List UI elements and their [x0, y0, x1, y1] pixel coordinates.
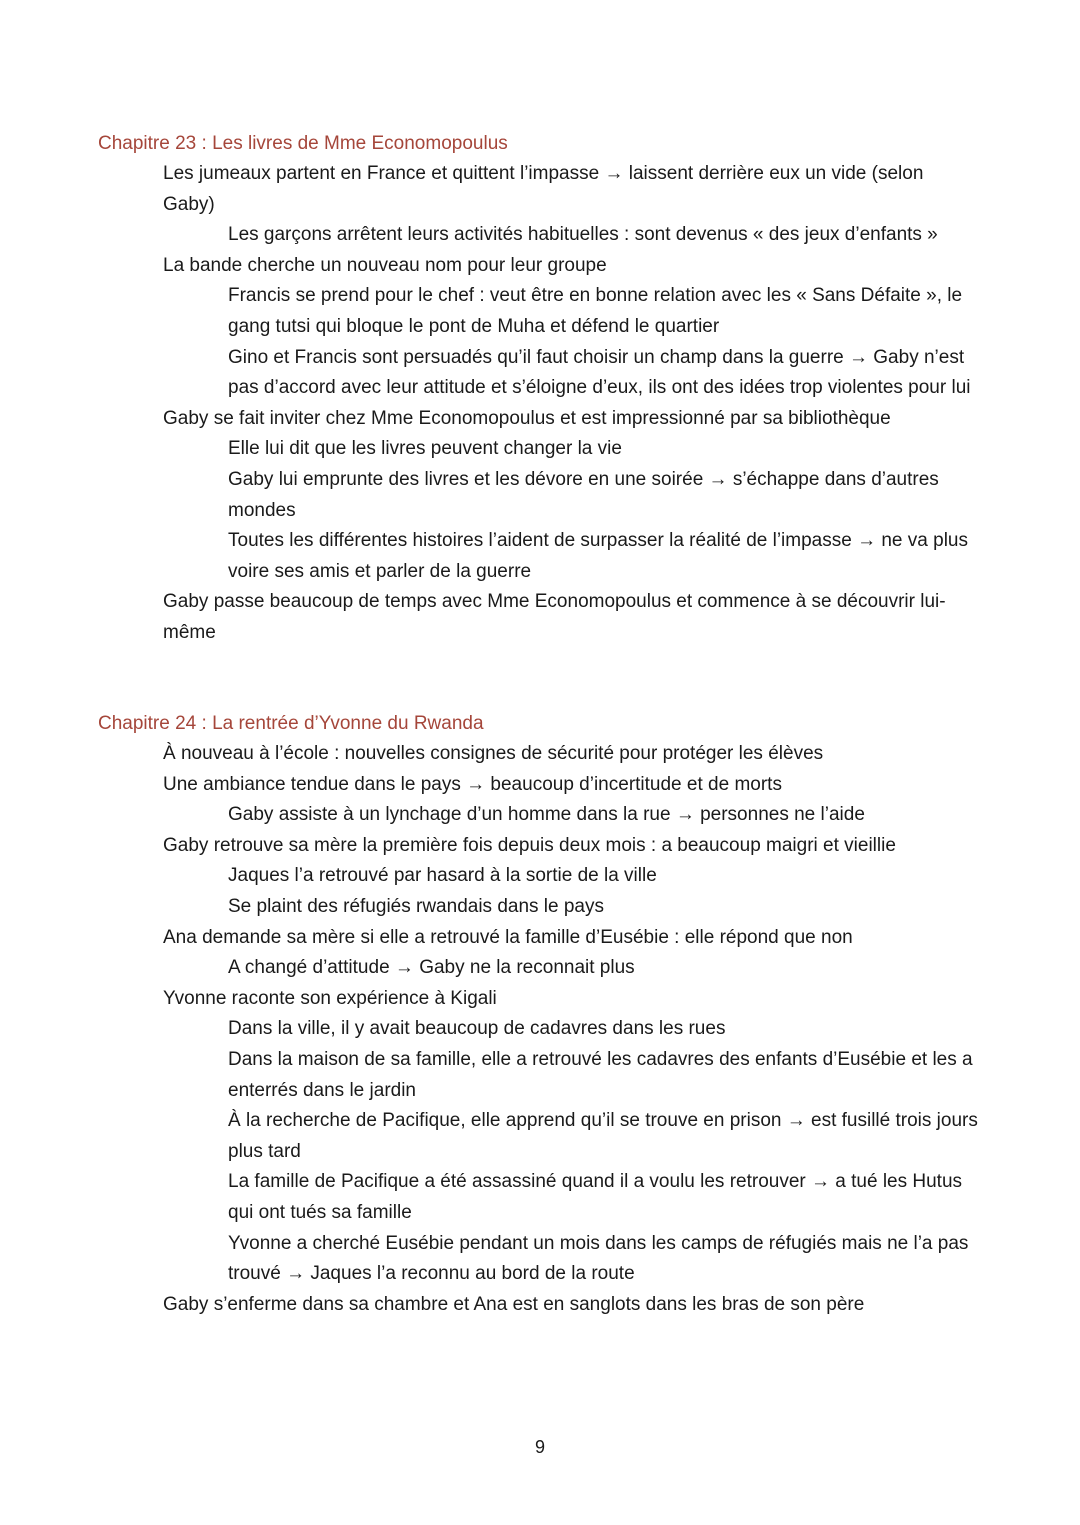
bullet-item — [0, 404, 973, 435]
sub-bullet-item — [0, 892, 983, 923]
sub-bullet-item — [0, 800, 983, 831]
item-text: Gino et Francis sont persuadés qu’il faut choisir un champ dans la guerre → Gaby n’est pas d’accord avec leur attitude et s’éloigne d’eux, ils ont des idées trop violentes pour lui — [228, 346, 971, 399]
item-text: Elle lui dit que les livres peuvent changer la vie — [228, 438, 622, 460]
item-text: Les jumeaux partent en France et quittent l’impasse → laissent derrière eux un vide (selon Gaby) — [163, 163, 924, 215]
item-text: Gaby assiste à un lynchage d’un homme dans la rue → personnes ne l’aide — [228, 804, 865, 826]
bullet-item — [0, 831, 973, 862]
item-text: Dans la maison de sa famille, elle a retrouvé les cadavres des enfants d’Eusébie et les a enterrés dans le jardin — [228, 1048, 973, 1101]
sub-bullet-item — [0, 1167, 983, 1228]
sub-bullet-item — [0, 1045, 983, 1106]
item-text: Jaques l’a retrouvé par hasard à la sortie de la ville — [228, 865, 657, 887]
item-text: Toutes les différentes histoires l’aident de surpasser la réalité de l’impasse → ne va plus voire ses amis et parler de la guerre — [228, 530, 968, 582]
bullet-item — [0, 739, 973, 770]
item-text: Gaby se fait inviter chez Mme Economopoulus et est impressionné par sa bibliothèque — [163, 407, 891, 429]
item-text: Une ambiance tendue dans le pays → beaucoup d’incertitude et de morts — [163, 773, 782, 795]
item-text: Yvonne raconte son expérience à Kigali — [163, 987, 497, 1009]
item-text: A changé d’attitude → Gaby ne la reconnait plus — [228, 957, 635, 979]
sub-bullet-item — [0, 281, 983, 342]
bullet-item — [0, 770, 973, 801]
item-text: À la recherche de Pacifique, elle apprend qu’il se trouve en prison → est fusillé trois jours plus tard — [228, 1110, 978, 1162]
item-text: La famille de Pacifique a été assassiné quand il a voulu les retrouver → a tué les Hutus qui ont tués sa famille — [228, 1171, 963, 1223]
item-text: Ana demande sa mère si elle a retrouvé la famille d’Eusébie : elle répond que non — [163, 926, 853, 948]
sub-bullet-item — [0, 953, 983, 984]
bullet-item — [0, 587, 973, 648]
item-text: Les garçons arrêtent leurs activités habituelles : sont devenus « des jeux d’enfants » — [228, 224, 938, 246]
bullet-item — [0, 1290, 973, 1321]
item-text: Se plaint des réfugiés rwandais dans le pays — [228, 895, 605, 917]
bullet-item — [0, 159, 973, 220]
sub-bullet-item — [0, 343, 983, 404]
sub-bullet-item — [0, 1229, 983, 1290]
bullet-item — [0, 251, 973, 282]
page-number: 9 — [534, 1437, 545, 1457]
sub-bullet-item — [0, 1014, 983, 1045]
item-text: À nouveau à l’école : nouvelles consignes de sécurité pour protéger les élèves — [163, 743, 824, 764]
bullet-item — [0, 984, 973, 1015]
chapter-23-list — [0, 159, 1080, 649]
chapter-24-heading: Chapitre 24 : La rentrée d’Yvonne du Rwanda — [98, 713, 484, 734]
sub-bullet-item — [0, 1106, 983, 1167]
item-text: La bande cherche un nouveau nom pour leur groupe — [163, 254, 607, 276]
sub-bullet-item — [0, 434, 983, 465]
item-text: Gaby lui emprunte des livres et les dévore en une soirée → s’échappe dans d’autres mondes — [228, 468, 939, 521]
item-text: Gaby s’enferme dans sa chambre et Ana est en sanglots dans les bras de son père — [163, 1293, 865, 1315]
chapter-24-list — [0, 739, 1080, 1320]
sub-bullet-item — [0, 220, 983, 251]
chapter-23-heading: Chapitre 23 : Les livres de Mme Economopoulus — [98, 133, 508, 154]
item-text: Francis se prend pour le chef : veut être en bonne relation avec les « Sans Défaite », le gang tutsi qui bloque le pont de Muha et défend le quartier — [228, 285, 963, 337]
item-text: Dans la ville, il y avait beaucoup de cadavres dans les rues — [228, 1018, 726, 1040]
item-text: Yvonne a cherché Eusébie pendant un mois dans les camps de réfugiés mais ne l’a pas trouvé → Jaques l’a reconnu au bord de la route — [228, 1232, 969, 1285]
sub-bullet-item — [0, 526, 983, 587]
sub-bullet-item — [0, 465, 983, 526]
item-text: Gaby passe beaucoup de temps avec Mme Economopoulus et commence à se découvrir lui-même — [163, 591, 946, 643]
item-text: Gaby retrouve sa mère la première fois depuis deux mois : a beaucoup maigri et vieillie — [163, 834, 896, 856]
sub-bullet-item — [0, 861, 983, 892]
bullet-item — [0, 923, 973, 954]
